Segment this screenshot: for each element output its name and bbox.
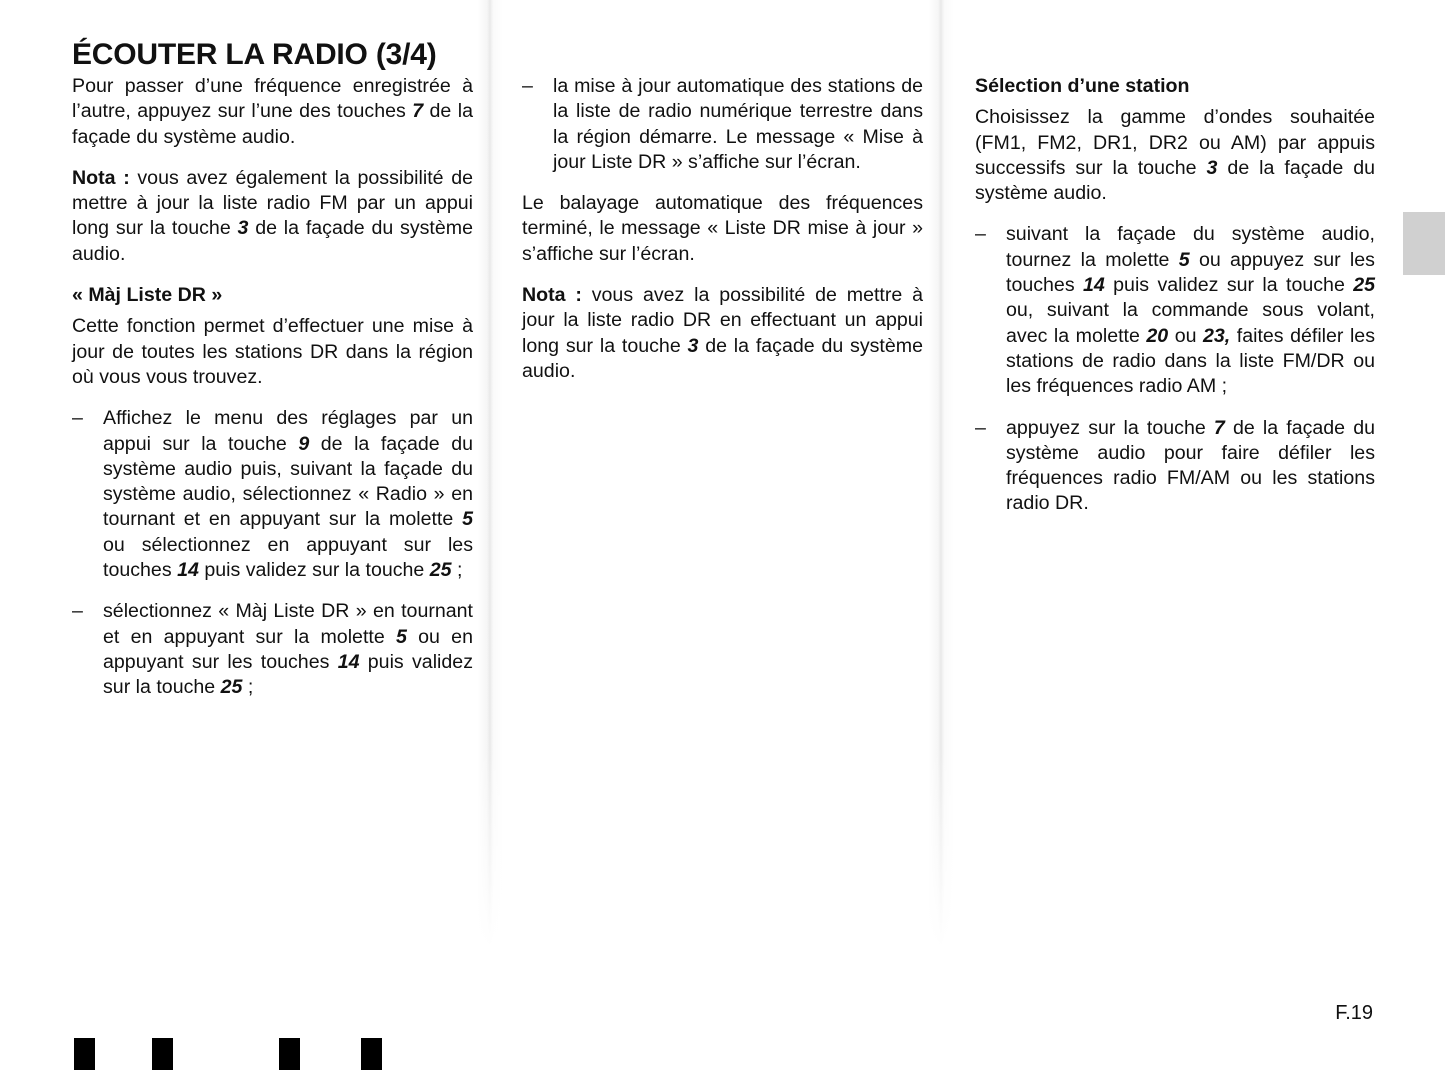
key-reference-14: 14	[1083, 274, 1105, 297]
list-item-text-b: de la façade du système audio pour faire défiler les fréquences radio FM/AM ou les stations radio DR.	[1006, 416, 1375, 515]
list-item	[975, 416, 1375, 517]
list-item-text-f: faites défiler les stations de radio dans la liste FM/DR ou les fréquences radio AM ;	[1006, 324, 1375, 398]
gutter-fade	[928, 745, 954, 975]
key-reference-5: 5	[462, 508, 473, 531]
nota-fm-update-text-a: vous avez également la possibilité de mettre à jour la liste radio FM par un appui long sur la touche	[72, 166, 473, 240]
key-reference-20: 20	[1146, 324, 1169, 347]
list-item	[72, 406, 473, 583]
paragraph-frequency-switch-text-a: Pour passer d’une fréquence enregistrée à l’autre, appuyez sur l’une des touches	[72, 75, 473, 123]
key-reference-25: 25	[1353, 274, 1375, 297]
registration-mark	[152, 1038, 173, 1070]
page-title: ÉCOUTER LA RADIO (3/4)	[72, 38, 437, 72]
registration-mark	[361, 1038, 382, 1070]
paragraph-waveband-selection	[975, 105, 1375, 206]
list-item-text-d: ;	[242, 676, 254, 699]
page-number: F.19	[1335, 1002, 1373, 1024]
list-item-text-c: puis validez sur la touche	[103, 650, 474, 699]
key-reference-9: 9	[298, 432, 310, 455]
key-reference-25: 25	[220, 676, 243, 699]
procedure-list-column-3	[975, 222, 1375, 516]
paragraph-maj-liste-description: Cette fonction permet d’effectuer une mise à jour de toutes les stations DR dans la région où vous vous trouvez.	[72, 315, 473, 388]
nota-dr-update-text-b: de la façade du système audio.	[522, 334, 923, 382]
paragraph-frequency-switch-text-b: de la façade du système audio.	[72, 100, 473, 148]
nota-label: Nota :	[72, 166, 130, 189]
list-item-text-b: ou en appuyant sur les touches	[103, 625, 473, 673]
nota-fm-update	[72, 166, 473, 267]
list-item-text-a: suivant la façade du système audio, tournez la molette	[1006, 223, 1375, 271]
paragraph-frequency-switch	[72, 74, 473, 150]
nota-label: Nota :	[522, 284, 582, 307]
paragraph-waveband-text-a: Choisissez la gamme d’ondes souhaitée (FM1, FM2, DR1, DR2 ou AM) par appuis successifs sur la touche	[975, 106, 1375, 179]
subheading-maj-liste-dr: « Màj Liste DR »	[72, 284, 223, 307]
list-item-text-e: ou	[1168, 324, 1203, 347]
list-item-text-b: de la façade du système audio puis, suivant la façade du système audio, sélectionnez « Radio » en tournant et en appuyant sur la molette	[103, 432, 473, 531]
text-column-2	[522, 74, 923, 384]
list-item-text-a: sélectionnez « Màj Liste DR » en tournant et en appuyant sur la molette	[103, 600, 473, 648]
procedure-list-column-1	[72, 406, 473, 700]
list-item: – la mise à jour automatique des stations de la liste de radio numérique terrestre dans la région démarre. Le message « Mise à jour Liste DR » s’affiche sur l’écran.	[522, 74, 923, 175]
registration-marks	[0, 1038, 1445, 1070]
nota-dr-update-text-a: vous avez la possibilité de mettre à jour la liste radio DR en effectuant un appui long sur la touche	[522, 284, 924, 357]
registration-mark	[74, 1038, 95, 1070]
list-item-text-e: ;	[451, 559, 463, 582]
key-reference-5: 5	[1178, 248, 1190, 271]
key-reference-7: 7	[412, 100, 424, 123]
key-reference-3: 3	[687, 334, 699, 357]
nota-fm-update-text-b: de la façade du système audio.	[72, 217, 473, 265]
gutter-fade	[477, 745, 503, 975]
list-item	[72, 599, 473, 700]
list-item-text-b: ou appuyez sur les touches	[1006, 248, 1375, 297]
section-edge-tab	[1403, 212, 1445, 275]
key-reference-3: 3	[1206, 156, 1218, 179]
registration-mark	[279, 1038, 300, 1070]
page-gutter-shadow-left	[477, 0, 503, 975]
paragraph-waveband-text-b: de la façade du système audio.	[975, 156, 1375, 205]
list-item-text-d: puis validez sur la touche	[198, 559, 430, 582]
list-item-text-a: appuyez sur la touche	[1006, 416, 1214, 439]
key-reference-25: 25	[429, 559, 452, 582]
key-reference-7: 7	[1213, 416, 1225, 439]
procedure-list-column-2	[522, 74, 923, 175]
text-column-3	[975, 74, 1375, 517]
list-item-text-a: Affichez le menu des réglages par un appui sur la touche	[103, 407, 473, 455]
list-item-text-c: puis validez sur la touche	[1104, 274, 1354, 297]
paragraph-scan-complete: Le balayage automatique des fréquences terminé, le message « Liste DR mise à jour » s’affiche sur l’écran.	[522, 192, 923, 265]
key-reference-14: 14	[177, 559, 199, 582]
list-item-text-d: ou, suivant la commande sous volant, avec la molette	[1006, 299, 1375, 347]
key-reference-14: 14	[337, 650, 360, 673]
list-item-text-c: ou sélectionnez en appuyant sur les touches	[103, 533, 473, 582]
subheading-selection-station: Sélection d’une station	[975, 75, 1190, 97]
list-item	[975, 222, 1375, 399]
key-reference-3: 3	[237, 217, 249, 240]
key-reference-23: 23,	[1203, 324, 1231, 347]
page-gutter-shadow-right	[928, 0, 954, 975]
text-column-1	[72, 74, 473, 701]
key-reference-5: 5	[395, 625, 407, 648]
nota-dr-update	[522, 283, 923, 384]
